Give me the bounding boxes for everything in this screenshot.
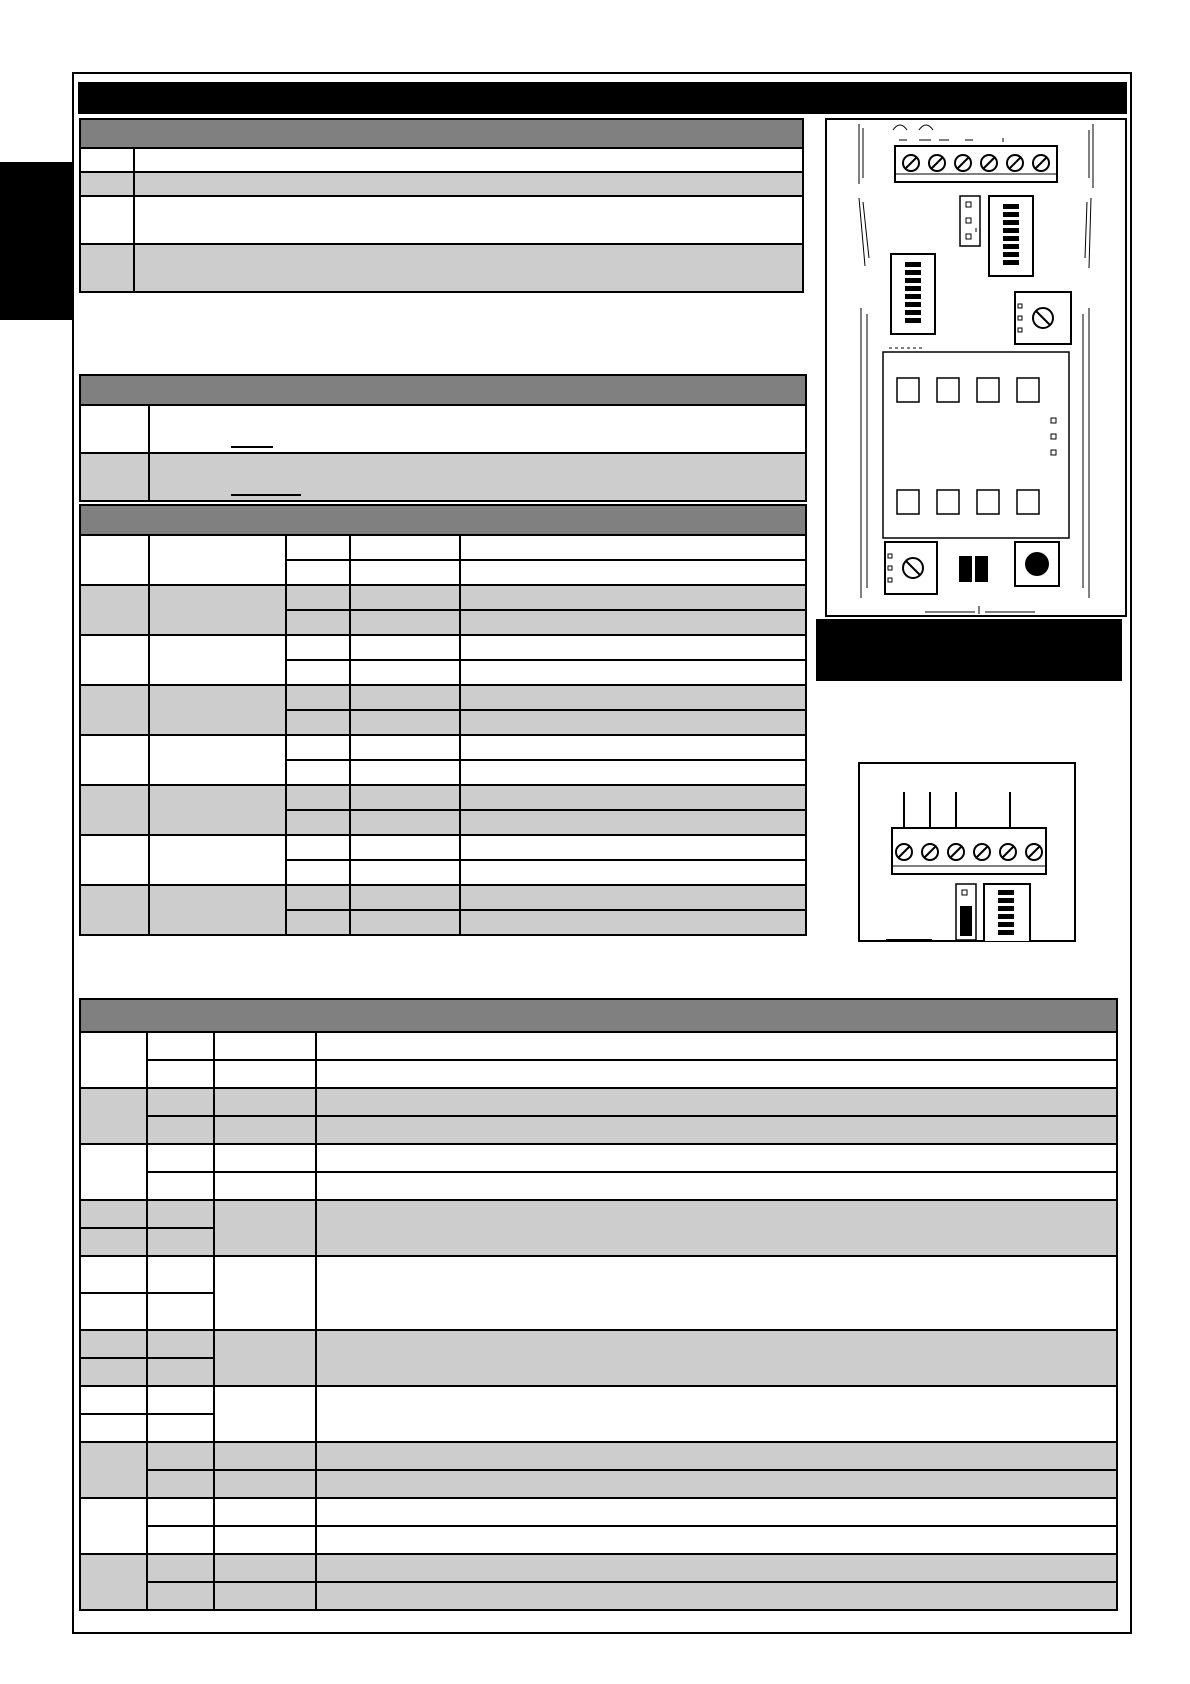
- table-row: [80, 885, 806, 910]
- table-row: [80, 1144, 1117, 1172]
- table-row: [80, 453, 806, 501]
- underline-mark: [231, 494, 301, 496]
- underline-mark: [231, 446, 273, 448]
- table-row: [80, 1060, 1117, 1088]
- table-row: [80, 1386, 1117, 1414]
- figure-board-caption: [816, 619, 1122, 681]
- table-a-header: [80, 119, 803, 148]
- table-row: [80, 835, 806, 860]
- table-b: [79, 374, 807, 502]
- table-row: [80, 685, 806, 710]
- table-row: [80, 172, 803, 196]
- table-c-header: [80, 505, 806, 535]
- table-row: [80, 244, 803, 292]
- table-row: [80, 1554, 1117, 1582]
- table-row: [80, 635, 806, 660]
- table-row: [80, 1200, 1117, 1228]
- table-a: [79, 118, 804, 293]
- table-row: [80, 405, 806, 453]
- table-row: [80, 1442, 1117, 1470]
- table-row: [80, 1526, 1117, 1554]
- table-b-header: [80, 375, 806, 405]
- table-row: [80, 585, 806, 610]
- table-row: [80, 1582, 1117, 1610]
- table-row: [80, 148, 803, 172]
- table-row: [80, 735, 806, 760]
- table-row: [80, 1256, 1117, 1293]
- table-row: [80, 1088, 1117, 1116]
- table-row: [80, 196, 803, 244]
- table-c: [79, 504, 807, 936]
- table-d: [79, 998, 1118, 1611]
- table-row: [80, 1470, 1117, 1498]
- control-board-illustration: [825, 118, 1127, 618]
- page-title-bar: [78, 82, 1127, 114]
- table-row: [80, 1032, 1117, 1060]
- table-row: [80, 1330, 1117, 1358]
- terminal-block-illustration: [858, 762, 1076, 942]
- table-row: [80, 785, 806, 810]
- table-row: [80, 1116, 1117, 1144]
- table-row: [80, 1498, 1117, 1526]
- table-row: [80, 535, 806, 560]
- table-d-header: [80, 999, 1117, 1032]
- table-row: [80, 1172, 1117, 1200]
- side-section-tab: [0, 162, 72, 320]
